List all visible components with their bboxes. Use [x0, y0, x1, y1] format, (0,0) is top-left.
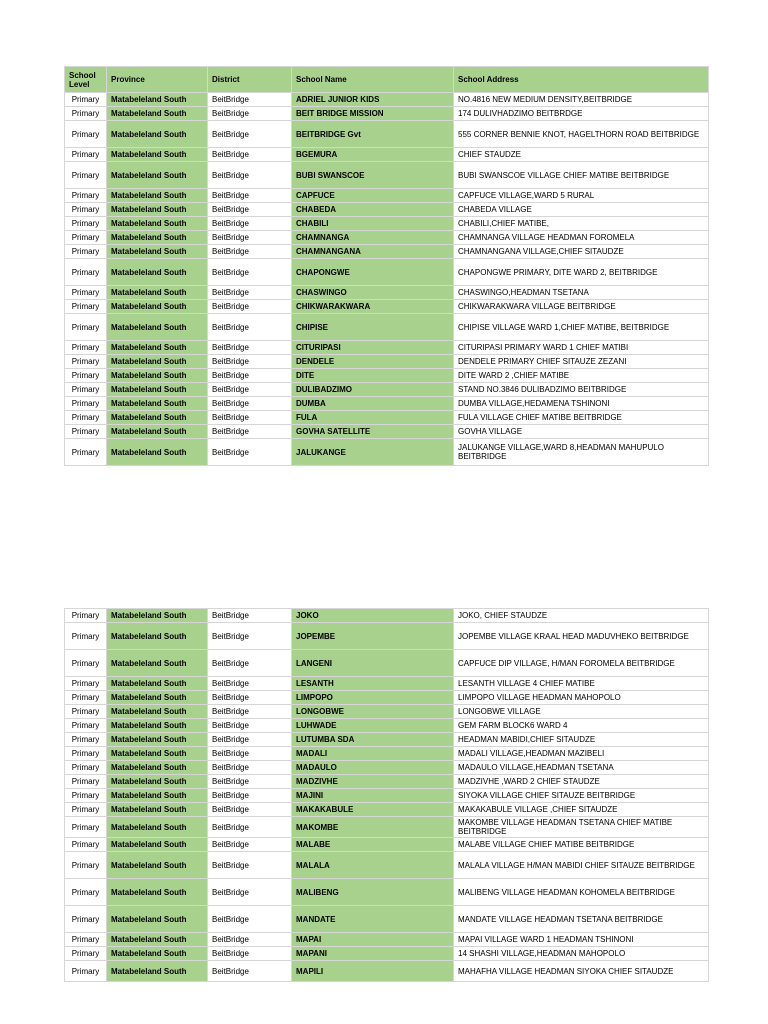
- cell-district: BeitBridge: [208, 383, 292, 397]
- header-district: District: [208, 67, 292, 93]
- cell-province: Matabeleland South: [107, 411, 208, 425]
- cell-school-address: MADALI VILLAGE,HEADMAN MAZIBELI: [454, 747, 709, 761]
- cell-school-address: SIYOKA VILLAGE CHIEF SITAUZE BEITBRIDGE: [454, 789, 709, 803]
- table-row: [65, 933, 709, 947]
- cell-school-level: Primary: [65, 93, 107, 107]
- cell-province: Matabeleland South: [107, 906, 208, 933]
- cell-school-address: CHIPISE VILLAGE WARD 1,CHIEF MATIBE, BEITBRIDGE: [454, 314, 709, 341]
- cell-school-level: Primary: [65, 203, 107, 217]
- cell-school-level: Primary: [65, 803, 107, 817]
- cell-school-address: DENDELE PRIMARY CHIEF SITAUZE ZEZANI: [454, 355, 709, 369]
- cell-school-name: BUBI SWANSCOE: [292, 162, 454, 189]
- cell-school-name: LUHWADE: [292, 719, 454, 733]
- cell-district: BeitBridge: [208, 107, 292, 121]
- cell-school-address: JALUKANGE VILLAGE,WARD 8,HEADMAN MAHUPULO BEITBRIDGE: [454, 439, 709, 466]
- table-row: [65, 397, 709, 411]
- cell-school-name: JALUKANGE: [292, 439, 454, 466]
- cell-province: Matabeleland South: [107, 947, 208, 961]
- cell-school-address: MADZIVHE ,WARD 2 CHIEF STAUDZE: [454, 775, 709, 789]
- cell-province: Matabeleland South: [107, 425, 208, 439]
- cell-province: Matabeleland South: [107, 609, 208, 623]
- table-row: [65, 107, 709, 121]
- cell-province: Matabeleland South: [107, 852, 208, 879]
- cell-district: BeitBridge: [208, 217, 292, 231]
- cell-school-address: LONGOBWE VILLAGE: [454, 705, 709, 719]
- cell-province: Matabeleland South: [107, 189, 208, 203]
- cell-district: BeitBridge: [208, 691, 292, 705]
- table-row: [65, 355, 709, 369]
- cell-school-address: CHABILI,CHIEF MATIBE,: [454, 217, 709, 231]
- cell-school-level: Primary: [65, 775, 107, 789]
- cell-school-level: Primary: [65, 609, 107, 623]
- cell-district: BeitBridge: [208, 879, 292, 906]
- cell-school-level: Primary: [65, 148, 107, 162]
- cell-school-name: BEITBRIDGE Gvt: [292, 121, 454, 148]
- cell-province: Matabeleland South: [107, 148, 208, 162]
- table-row: [65, 775, 709, 789]
- cell-province: Matabeleland South: [107, 121, 208, 148]
- header-school-address: School Address: [454, 67, 709, 93]
- cell-district: BeitBridge: [208, 245, 292, 259]
- cell-district: BeitBridge: [208, 775, 292, 789]
- cell-province: Matabeleland South: [107, 961, 208, 982]
- cell-province: Matabeleland South: [107, 217, 208, 231]
- cell-school-name: MAPANI: [292, 947, 454, 961]
- cell-school-name: CHABILI: [292, 217, 454, 231]
- cell-school-name: MALIBENG: [292, 879, 454, 906]
- cell-school-level: Primary: [65, 355, 107, 369]
- table-row: [65, 789, 709, 803]
- cell-school-name: MAPILI: [292, 961, 454, 982]
- cell-school-name: CHABEDA: [292, 203, 454, 217]
- cell-district: BeitBridge: [208, 203, 292, 217]
- cell-province: Matabeleland South: [107, 705, 208, 719]
- cell-province: Matabeleland South: [107, 286, 208, 300]
- cell-school-name: MANDATE: [292, 906, 454, 933]
- cell-province: Matabeleland South: [107, 355, 208, 369]
- table-row: [65, 623, 709, 650]
- cell-school-level: Primary: [65, 383, 107, 397]
- cell-school-level: Primary: [65, 677, 107, 691]
- table-row: [65, 314, 709, 341]
- cell-district: BeitBridge: [208, 677, 292, 691]
- cell-district: BeitBridge: [208, 747, 292, 761]
- cell-district: BeitBridge: [208, 803, 292, 817]
- table-row: [65, 803, 709, 817]
- cell-school-name: DENDELE: [292, 355, 454, 369]
- cell-province: Matabeleland South: [107, 803, 208, 817]
- table-row: [65, 705, 709, 719]
- cell-province: Matabeleland South: [107, 439, 208, 466]
- cell-school-name: JOKO: [292, 609, 454, 623]
- cell-district: BeitBridge: [208, 397, 292, 411]
- cell-school-level: Primary: [65, 439, 107, 466]
- cell-school-level: Primary: [65, 961, 107, 982]
- table-row: [65, 961, 709, 982]
- cell-district: BeitBridge: [208, 369, 292, 383]
- table-row: [65, 650, 709, 677]
- header-school-name: School Name: [292, 67, 454, 93]
- cell-school-level: Primary: [65, 650, 107, 677]
- cell-school-name: ADRIEL JUNIOR KIDS: [292, 93, 454, 107]
- cell-province: Matabeleland South: [107, 677, 208, 691]
- cell-province: Matabeleland South: [107, 933, 208, 947]
- cell-school-name: CHAMNANGA: [292, 231, 454, 245]
- cell-district: BeitBridge: [208, 719, 292, 733]
- cell-school-address: MALABE VILLAGE CHIEF MATIBE BEITBRIDGE: [454, 838, 709, 852]
- cell-school-level: Primary: [65, 107, 107, 121]
- cell-school-address: CHABEDA VILLAGE: [454, 203, 709, 217]
- cell-province: Matabeleland South: [107, 719, 208, 733]
- cell-province: Matabeleland South: [107, 383, 208, 397]
- table-row: [65, 93, 709, 107]
- cell-school-address: 174 DULIVHADZIMO BEITBRDGE: [454, 107, 709, 121]
- cell-school-level: Primary: [65, 691, 107, 705]
- cell-school-address: CAPFUCE DIP VILLAGE, H/MAN FOROMELA BEITBRIDGE: [454, 650, 709, 677]
- cell-district: BeitBridge: [208, 162, 292, 189]
- cell-province: Matabeleland South: [107, 231, 208, 245]
- cell-school-level: Primary: [65, 369, 107, 383]
- cell-school-address: HEADMAN MABIDI,CHIEF SITAUDZE: [454, 733, 709, 747]
- cell-school-level: Primary: [65, 314, 107, 341]
- cell-school-name: CHASWINGO: [292, 286, 454, 300]
- cell-school-name: MALABE: [292, 838, 454, 852]
- table-row: [65, 691, 709, 705]
- cell-province: Matabeleland South: [107, 623, 208, 650]
- cell-school-address: MALIBENG VILLAGE HEADMAN KOHOMELA BEITBRIDGE: [454, 879, 709, 906]
- cell-school-address: FULA VILLAGE CHIEF MATIBE BEITBRIDGE: [454, 411, 709, 425]
- table-body-page-2: [65, 609, 709, 982]
- cell-school-address: MADAULO VILLAGE,HEADMAN TSETANA: [454, 761, 709, 775]
- cell-school-address: DITE WARD 2 ,CHIEF MATIBE: [454, 369, 709, 383]
- cell-school-address: JOPEMBE VILLAGE KRAAL HEAD MADUVHEKO BEITBRIDGE: [454, 623, 709, 650]
- cell-province: Matabeleland South: [107, 341, 208, 355]
- cell-district: BeitBridge: [208, 286, 292, 300]
- cell-school-address: LESANTH VILLAGE 4 CHIEF MATIBE: [454, 677, 709, 691]
- cell-district: BeitBridge: [208, 852, 292, 879]
- cell-province: Matabeleland South: [107, 761, 208, 775]
- cell-school-level: Primary: [65, 623, 107, 650]
- cell-school-name: MADALI: [292, 747, 454, 761]
- cell-school-name: JOPEMBE: [292, 623, 454, 650]
- cell-district: BeitBridge: [208, 961, 292, 982]
- cell-school-level: Primary: [65, 933, 107, 947]
- cell-province: Matabeleland South: [107, 107, 208, 121]
- table-row: [65, 733, 709, 747]
- table-row: [65, 245, 709, 259]
- cell-school-level: Primary: [65, 733, 107, 747]
- cell-district: BeitBridge: [208, 733, 292, 747]
- table-row: [65, 761, 709, 775]
- cell-school-address: CAPFUCE VILLAGE,WARD 5 RURAL: [454, 189, 709, 203]
- cell-school-name: MAKOMBE: [292, 817, 454, 838]
- cell-province: Matabeleland South: [107, 162, 208, 189]
- cell-province: Matabeleland South: [107, 245, 208, 259]
- table-row: [65, 121, 709, 148]
- cell-province: Matabeleland South: [107, 817, 208, 838]
- cell-district: BeitBridge: [208, 789, 292, 803]
- cell-school-address: GOVHA VILLAGE: [454, 425, 709, 439]
- cell-school-level: Primary: [65, 425, 107, 439]
- header-province: Province: [107, 67, 208, 93]
- cell-school-address: CHIKWARAKWARA VILLAGE BEITBRIDGE: [454, 300, 709, 314]
- table-row: [65, 148, 709, 162]
- cell-school-level: Primary: [65, 705, 107, 719]
- cell-school-level: Primary: [65, 300, 107, 314]
- table-row: [65, 259, 709, 286]
- cell-school-name: MAKAKABULE: [292, 803, 454, 817]
- table-row: [65, 719, 709, 733]
- cell-school-level: Primary: [65, 879, 107, 906]
- cell-school-name: LONGOBWE: [292, 705, 454, 719]
- cell-province: Matabeleland South: [107, 879, 208, 906]
- cell-school-address: GEM FARM BLOCK6 WARD 4: [454, 719, 709, 733]
- cell-school-name: CHAMNANGANA: [292, 245, 454, 259]
- cell-school-name: BEIT BRIDGE MISSION: [292, 107, 454, 121]
- cell-province: Matabeleland South: [107, 747, 208, 761]
- cell-district: BeitBridge: [208, 425, 292, 439]
- cell-province: Matabeleland South: [107, 733, 208, 747]
- cell-school-name: LANGENI: [292, 650, 454, 677]
- cell-school-address: MANDATE VILLAGE HEADMAN TSETANA BEITBRIDGE: [454, 906, 709, 933]
- cell-school-level: Primary: [65, 341, 107, 355]
- cell-district: BeitBridge: [208, 609, 292, 623]
- table-row: [65, 203, 709, 217]
- cell-district: BeitBridge: [208, 121, 292, 148]
- cell-school-name: MAJINI: [292, 789, 454, 803]
- cell-school-level: Primary: [65, 217, 107, 231]
- table-row: [65, 879, 709, 906]
- cell-school-name: GOVHA SATELLITE: [292, 425, 454, 439]
- cell-district: BeitBridge: [208, 189, 292, 203]
- table-row: [65, 817, 709, 838]
- cell-school-address: JOKO, CHIEF STAUDZE: [454, 609, 709, 623]
- cell-district: BeitBridge: [208, 439, 292, 466]
- cell-school-address: MAPAI VILLAGE WARD 1 HEADMAN TSHINONI: [454, 933, 709, 947]
- cell-school-level: Primary: [65, 947, 107, 961]
- cell-district: BeitBridge: [208, 906, 292, 933]
- cell-school-address: CHASWINGO,HEADMAN TSETANA: [454, 286, 709, 300]
- cell-district: BeitBridge: [208, 817, 292, 838]
- cell-school-name: MADAULO: [292, 761, 454, 775]
- cell-school-name: DITE: [292, 369, 454, 383]
- cell-district: BeitBridge: [208, 355, 292, 369]
- cell-school-address: CHAMNANGANA VILLAGE,CHIEF SITAUDZE: [454, 245, 709, 259]
- cell-school-address: 555 CORNER BENNIE KNOT, HAGELTHORN ROAD BEITBRIDGE: [454, 121, 709, 148]
- table-row: [65, 286, 709, 300]
- cell-district: BeitBridge: [208, 231, 292, 245]
- table-body-page-1: [65, 93, 709, 466]
- cell-district: BeitBridge: [208, 259, 292, 286]
- cell-district: BeitBridge: [208, 341, 292, 355]
- table-row: [65, 411, 709, 425]
- cell-school-level: Primary: [65, 397, 107, 411]
- table-row: [65, 906, 709, 933]
- header-row: [65, 67, 709, 93]
- cell-district: BeitBridge: [208, 838, 292, 852]
- cell-school-address: CITURIPASI PRIMARY WARD 1 CHIEF MATIBI: [454, 341, 709, 355]
- cell-school-address: CHIEF STAUDZE: [454, 148, 709, 162]
- table-row: [65, 300, 709, 314]
- cell-school-name: FULA: [292, 411, 454, 425]
- cell-school-level: Primary: [65, 906, 107, 933]
- cell-district: BeitBridge: [208, 93, 292, 107]
- cell-school-name: CHAPONGWE: [292, 259, 454, 286]
- table-row: [65, 609, 709, 623]
- cell-school-address: NO.4816 NEW MEDIUM DENSITY,BEITBRIDGE: [454, 93, 709, 107]
- cell-school-level: Primary: [65, 817, 107, 838]
- cell-school-address: 14 SHASHI VILLAGE,HEADMAN MAHOPOLO: [454, 947, 709, 961]
- cell-school-name: CITURIPASI: [292, 341, 454, 355]
- cell-school-level: Primary: [65, 411, 107, 425]
- table-row: [65, 677, 709, 691]
- cell-school-name: MAPAI: [292, 933, 454, 947]
- cell-district: BeitBridge: [208, 705, 292, 719]
- cell-school-level: Primary: [65, 231, 107, 245]
- cell-school-name: DULIBADZIMO: [292, 383, 454, 397]
- cell-school-address: MALALA VILLAGE H/MAN MABIDI CHIEF SITAUZE BEITBRIDGE: [454, 852, 709, 879]
- cell-school-address: MAHAFHA VILLAGE HEADMAN SIYOKA CHIEF SITAUDZE: [454, 961, 709, 982]
- cell-school-name: CHIPISE: [292, 314, 454, 341]
- table-row: [65, 189, 709, 203]
- cell-school-address: MAKOMBE VILLAGE HEADMAN TSETANA CHIEF MATIBE BEITBRIDGE: [454, 817, 709, 838]
- cell-school-address: STAND NO.3846 DULIBADZIMO BEITBRIDGE: [454, 383, 709, 397]
- cell-school-level: Primary: [65, 838, 107, 852]
- cell-school-level: Primary: [65, 162, 107, 189]
- schools-table-page-1: [64, 66, 709, 466]
- cell-province: Matabeleland South: [107, 314, 208, 341]
- table-row: [65, 217, 709, 231]
- cell-district: BeitBridge: [208, 148, 292, 162]
- cell-province: Matabeleland South: [107, 93, 208, 107]
- cell-school-address: LIMPOPO VILLAGE HEADMAN MAHOPOLO: [454, 691, 709, 705]
- cell-school-address: MAKAKABULE VILLAGE ,CHIEF SITAUDZE: [454, 803, 709, 817]
- cell-school-level: Primary: [65, 789, 107, 803]
- cell-school-name: MADZIVHE: [292, 775, 454, 789]
- table-row: [65, 231, 709, 245]
- cell-province: Matabeleland South: [107, 789, 208, 803]
- cell-province: Matabeleland South: [107, 691, 208, 705]
- cell-district: BeitBridge: [208, 623, 292, 650]
- header-school-level: School Level: [65, 67, 107, 93]
- cell-school-name: DUMBA: [292, 397, 454, 411]
- cell-school-level: Primary: [65, 852, 107, 879]
- cell-school-level: Primary: [65, 189, 107, 203]
- cell-district: BeitBridge: [208, 761, 292, 775]
- cell-school-name: LESANTH: [292, 677, 454, 691]
- table-row: [65, 162, 709, 189]
- table-row: [65, 341, 709, 355]
- cell-school-name: MALALA: [292, 852, 454, 879]
- cell-school-name: CAPFUCE: [292, 189, 454, 203]
- cell-school-level: Primary: [65, 286, 107, 300]
- cell-district: BeitBridge: [208, 933, 292, 947]
- cell-district: BeitBridge: [208, 300, 292, 314]
- cell-school-name: LIMPOPO: [292, 691, 454, 705]
- table-row: [65, 383, 709, 397]
- cell-province: Matabeleland South: [107, 838, 208, 852]
- cell-province: Matabeleland South: [107, 775, 208, 789]
- table-row: [65, 439, 709, 466]
- table-row: [65, 838, 709, 852]
- cell-school-level: Primary: [65, 761, 107, 775]
- cell-school-name: BGEMURA: [292, 148, 454, 162]
- cell-district: BeitBridge: [208, 411, 292, 425]
- cell-school-level: Primary: [65, 245, 107, 259]
- cell-school-level: Primary: [65, 719, 107, 733]
- cell-district: BeitBridge: [208, 314, 292, 341]
- cell-school-address: BUBI SWANSCOE VILLAGE CHIEF MATIBE BEITBRIDGE: [454, 162, 709, 189]
- cell-school-address: CHAPONGWE PRIMARY, DITE WARD 2, BEITBRIDGE: [454, 259, 709, 286]
- cell-province: Matabeleland South: [107, 259, 208, 286]
- schools-table-page-2: [64, 608, 709, 982]
- cell-school-level: Primary: [65, 747, 107, 761]
- cell-school-name: LUTUMBA SDA: [292, 733, 454, 747]
- cell-province: Matabeleland South: [107, 203, 208, 217]
- cell-province: Matabeleland South: [107, 397, 208, 411]
- cell-province: Matabeleland South: [107, 369, 208, 383]
- cell-school-address: DUMBA VILLAGE,HEDAMENA TSHINONI: [454, 397, 709, 411]
- cell-district: BeitBridge: [208, 947, 292, 961]
- cell-school-level: Primary: [65, 121, 107, 148]
- cell-district: BeitBridge: [208, 650, 292, 677]
- cell-school-level: Primary: [65, 259, 107, 286]
- table-row: [65, 747, 709, 761]
- table-row: [65, 425, 709, 439]
- cell-school-name: CHIKWARAKWARA: [292, 300, 454, 314]
- table-row: [65, 369, 709, 383]
- table-row: [65, 852, 709, 879]
- cell-province: Matabeleland South: [107, 650, 208, 677]
- cell-province: Matabeleland South: [107, 300, 208, 314]
- cell-school-address: CHAMNANGA VILLAGE HEADMAN FOROMELA: [454, 231, 709, 245]
- table-row: [65, 947, 709, 961]
